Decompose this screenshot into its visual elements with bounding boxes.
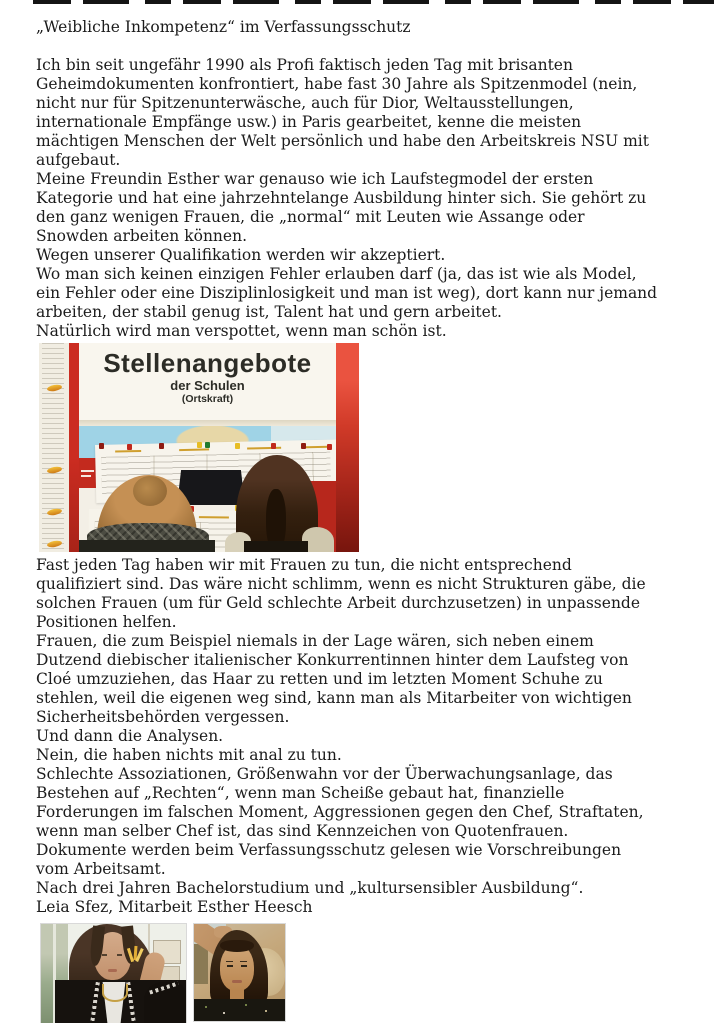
text-line: Geheimdokumenten konfrontiert, habe fast 30 Jahre als Spitzenmodel (nein,	[36, 75, 638, 93]
text-line: Dutzend diebischer italienischer Konkurrentinnen hinter dem Laufsteg von	[36, 651, 629, 669]
sign-subtitle: der Schulen	[170, 378, 245, 393]
text-line: Wegen unserer Qualifikation werden wir akzeptiert.	[36, 246, 446, 264]
text-line: Sicherheitsbehörden vergessen.	[36, 708, 290, 726]
text-line: Und dann die Analysen.	[36, 727, 224, 745]
text-line: arbeiten, der stabil genug ist, Talent hat und gern arbeitet.	[36, 303, 502, 321]
paper-heading	[115, 450, 141, 453]
woman-right-shoulders	[244, 541, 308, 552]
portrait-photo-right	[193, 923, 286, 1022]
paragraph	[36, 56, 698, 170]
text-line: Leia Sfez, Mitarbeit Esther Heesch	[36, 898, 313, 916]
text-line: Bestehen auf „Rechten“, wenn man Scheiße gebaut hat, finanzielle	[36, 784, 565, 802]
cropped-text-remnant	[33, 0, 714, 4]
push-pin	[301, 443, 306, 449]
paragraph	[36, 246, 698, 265]
floral-top	[194, 999, 285, 1021]
text-line: Schlechte Assoziationen, Größenwahn vor der Überwachungsanlage, das	[36, 765, 613, 783]
text-line: wenn man selber Chef ist, das sind Kennzeichen von Quotenfrauen.	[36, 822, 569, 840]
text-line: Cloé umzuziehen, das Haar zu retten und im letzten Moment Schuhe zu	[36, 670, 603, 688]
gold-chain-necklace	[102, 984, 128, 1002]
paragraph	[36, 841, 698, 879]
article-content	[36, 18, 698, 1023]
paragraph	[36, 265, 698, 322]
eyebrow	[240, 961, 247, 962]
text-line: ein Fehler oder eine Disziplinlosigkeit und man ist weg), dort kann nur jemand	[36, 284, 658, 302]
text-line: aufgebaut.	[36, 151, 121, 169]
paragraph	[36, 556, 698, 632]
text-line: mächtigen Menschen der Welt persönlich und habe den Arbeitskreis NSU mit	[36, 132, 649, 150]
article-body-bottom	[36, 556, 698, 917]
red-post-right	[336, 343, 359, 552]
push-pin	[235, 443, 240, 449]
eye	[102, 954, 107, 956]
eye	[241, 965, 247, 967]
article-body-top	[36, 56, 698, 341]
paragraph	[36, 879, 698, 898]
mouth	[232, 980, 242, 983]
text-line: Snowden arbeiten können.	[36, 227, 247, 245]
text-line: nicht nur für Spitzenunterwäsche, auch für Dior, Weltausstellungen,	[36, 94, 574, 112]
notes-column	[39, 343, 69, 552]
text-line: Meine Freundin Esther war genauso wie ich Laufstegmodel der ersten	[36, 170, 594, 188]
paragraph	[36, 898, 698, 917]
text-line: Ich bin seit ungefähr 1990 als Profi faktisch jeden Tag mit brisanten	[36, 56, 573, 74]
text-line: Frauen, die zum Beispiel niemals in der Lage wären, sich neben einem	[36, 632, 594, 650]
paragraph	[36, 746, 698, 765]
text-line: Nein, die haben nichts mit anal zu tun.	[36, 746, 342, 764]
portrait-photo-left	[40, 923, 187, 1023]
red-post-left	[69, 343, 79, 552]
push-pin	[205, 442, 210, 448]
text-line: Fast jeden Tag haben wir mit Frauen zu tun, die nicht entsprechend	[36, 556, 572, 574]
text-line: solchen Frauen (um für Geld schlechte Arbeit durchzusetzen) in unpassende	[36, 594, 641, 612]
push-pin	[327, 444, 332, 450]
paragraph	[36, 170, 698, 246]
text-line: vom Arbeitsamt.	[36, 860, 166, 878]
woman-left-shoulders	[79, 540, 215, 552]
text-line: Positionen helfen.	[36, 613, 177, 631]
paper-heading	[179, 448, 209, 451]
text-line: internationale Empfänge usw.) in Paris gearbeitet, kenne die meisten	[36, 113, 582, 131]
eyebrow	[226, 961, 233, 962]
push-pin	[159, 443, 164, 449]
text-line: Forderungen im falschen Moment, Aggressionen gegen den Chef, Straftaten,	[36, 803, 644, 821]
paper-heading	[247, 447, 281, 450]
sign-board	[79, 343, 336, 420]
push-pin	[127, 444, 132, 450]
mouth	[108, 969, 117, 972]
push-pin	[197, 442, 202, 448]
text-line: qualifiziert sind. Das wäre nicht schlimm, wenn es nicht Strukturen gäbe, die	[36, 575, 646, 593]
paragraph	[36, 727, 698, 746]
woman-left-hair-bun	[133, 476, 167, 506]
paragraph	[36, 765, 698, 841]
paragraph	[36, 322, 698, 341]
portrait-photos	[40, 923, 698, 1023]
job-board-photo	[39, 343, 359, 552]
text-line: Nach drei Jahren Bachelorstudium und „kultursensibler Ausbildung“.	[36, 879, 584, 897]
sign-note: (Ortskraft)	[181, 393, 234, 405]
slicked-hairline	[220, 940, 254, 952]
text-line: Kategorie und hat eine jahrzehntelange Ausbildung hinter sich. Sie gehört zu	[36, 189, 647, 207]
sign-title: Stellenangebote	[103, 348, 312, 378]
text-line: den ganz wenigen Frauen, die „normal“ mit Leuten wie Assange oder	[36, 208, 585, 226]
push-pin	[99, 443, 104, 449]
text-line: Wo man sich keinen einzigen Fehler erlauben darf (ja, das ist wie als Model,	[36, 265, 637, 283]
paragraph	[36, 632, 698, 727]
text-line: Dokumente werden beim Verfassungsschutz gelesen wie Vorschreibungen	[36, 841, 622, 859]
text-line: stehlen, weil die eigenen weg sind, kann man als Mitarbeiter von wichtigen	[36, 689, 632, 707]
red-label	[79, 458, 97, 488]
article-title: „Weibliche Inkompetenz“ im Verfassungsschutz	[36, 18, 411, 36]
eye	[117, 954, 122, 956]
eye	[227, 965, 233, 967]
text-line: Natürlich wird man verspottet, wenn man schön ist.	[36, 322, 447, 340]
push-pin	[271, 443, 276, 449]
paper-heading	[199, 516, 229, 518]
